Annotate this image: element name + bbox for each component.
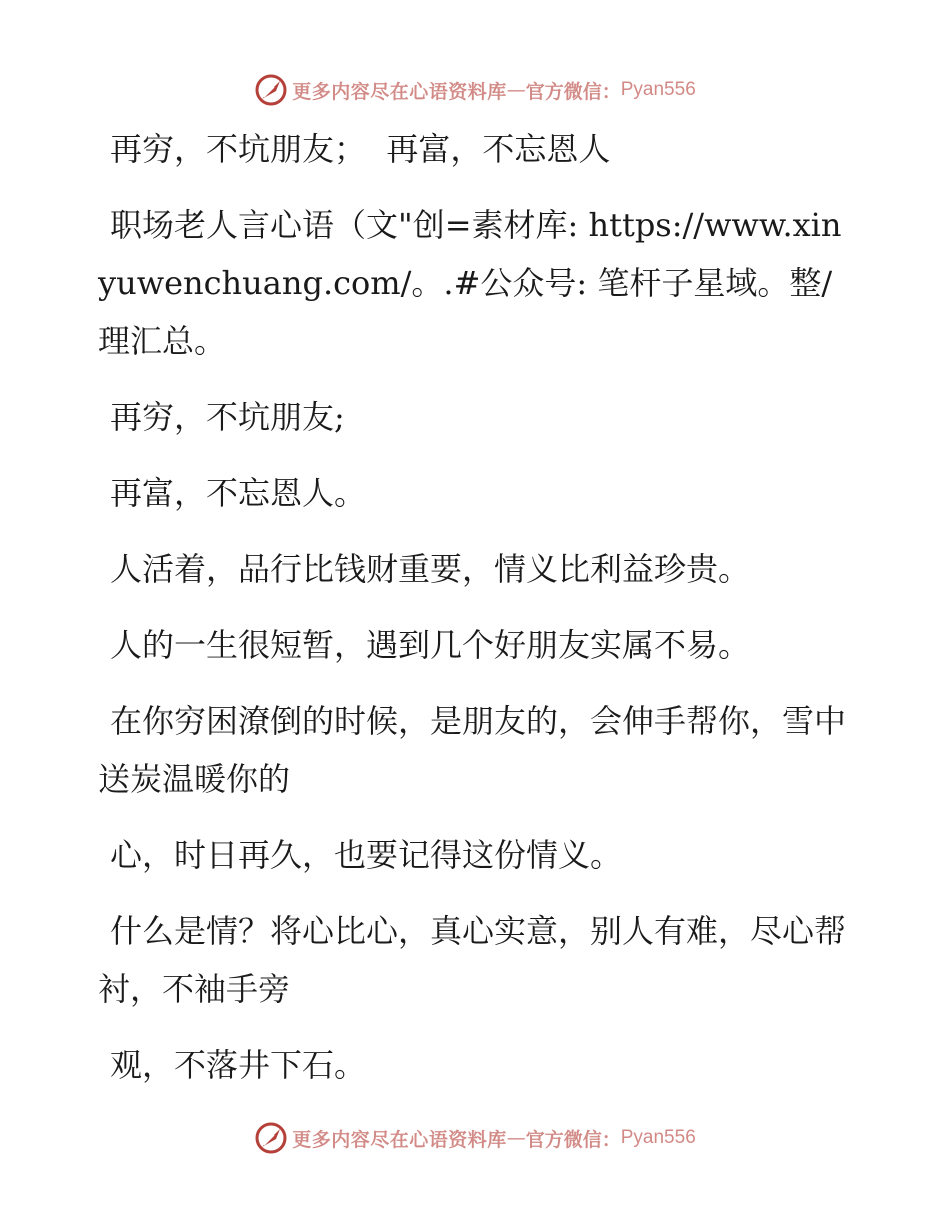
paragraph: 什么是情？将心比心，真心实意，别人有难，尽心帮衬，不袖手旁 xyxy=(98,912,847,1008)
banner-separator: — xyxy=(506,79,526,101)
quill-logo-icon xyxy=(254,1121,288,1155)
banner-title: 更多内容尽在心语资料库 xyxy=(292,1128,507,1151)
paragraph: 人活着，品行比钱财重要，情义比利益珍贵。 xyxy=(110,550,751,588)
banner-title: 更多内容尽在心语资料库 xyxy=(292,80,507,103)
banner-wechat-label: 官方微信： xyxy=(525,80,621,103)
paragraph: 再穷，不坑朋友； 再富，不忘恩人 xyxy=(110,130,611,168)
banner-wechat-id: Pyan556 xyxy=(620,1127,696,1148)
header-banner xyxy=(0,70,950,110)
quill-logo-icon xyxy=(254,73,288,107)
banner-wechat-label: 官方微信： xyxy=(525,1128,621,1151)
paragraph: 人的一生很短暂，遇到几个好朋友实属不易。 xyxy=(110,626,751,664)
footer-banner xyxy=(0,1118,950,1158)
paragraph: 再富，不忘恩人。 xyxy=(110,474,367,512)
paragraph: 心，时日再久，也要记得这份情义。 xyxy=(110,836,623,874)
paragraph: 再穷，不坑朋友; xyxy=(110,398,345,436)
banner-separator: — xyxy=(506,1127,526,1149)
document-body xyxy=(98,120,858,1112)
paragraph: 职场老人言心语（文"创=素材库: https://www.xinyuwenchuang.com/。.#公众号: 笔杆子星域。整/理汇总。 xyxy=(98,206,842,360)
paragraph: 观，不落井下石。 xyxy=(110,1046,367,1084)
banner-wechat-id: Pyan556 xyxy=(620,79,696,100)
paragraph: 在你穷困潦倒的时候，是朋友的，会伸手帮你，雪中送炭温暖你的 xyxy=(98,702,847,798)
